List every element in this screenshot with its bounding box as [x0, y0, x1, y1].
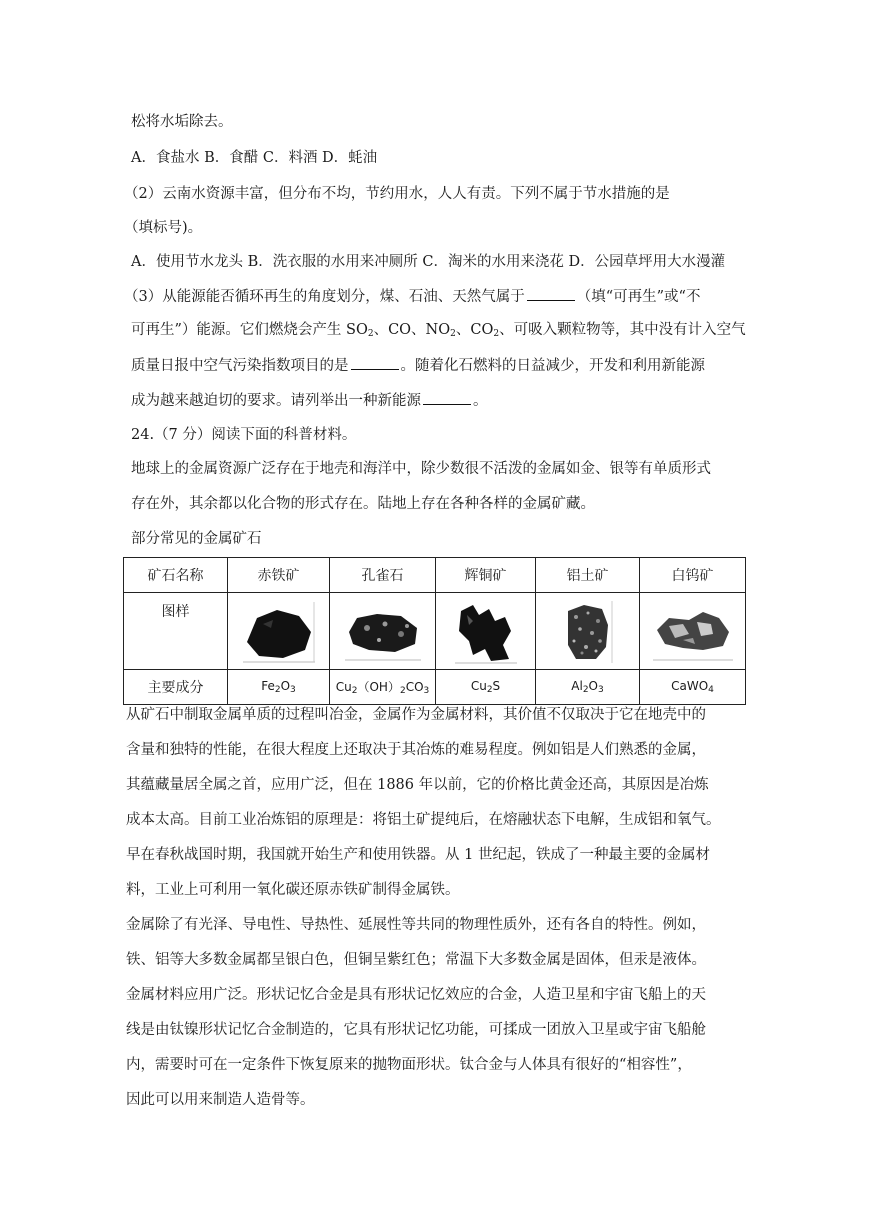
header-cell: 白钨矿 [640, 558, 746, 593]
formula-part: S [492, 679, 501, 693]
text-span: 、CO [455, 322, 494, 338]
subscript: 4 [708, 685, 714, 695]
chalcocite-image [455, 601, 517, 665]
formula-cell [330, 670, 436, 705]
answer-blank[interactable] [351, 355, 399, 370]
table-caption: 部分常见的金属矿石 [131, 531, 262, 547]
formula-part: O [280, 679, 291, 693]
table-composition-row [124, 670, 746, 705]
text-span: 质量日报中空气污染指数项目的是 [131, 358, 349, 374]
paragraph-line: 其蕴藏量居全属之首，应用广泛，但在 1886 年以前，它的价格比黄金还高，其原因是冶炼 [126, 777, 709, 793]
formula-cell [436, 670, 536, 705]
image-cell [330, 593, 436, 670]
text-line: 地球上的金属资源广泛存在于地壳和海洋中，除少数很不活泼的金属如金、银等有单质形式 [131, 461, 711, 477]
text-span: 、CO、NO [373, 322, 451, 338]
subscript: 2 [399, 686, 406, 696]
paragraph-line: 含量和独特的性能，在很大程度上还取决于其冶炼的难易程度。例如铝是人们熟悉的金属， [126, 742, 706, 758]
malachite-image [345, 604, 421, 662]
text-span: （填“可再生”或“不 [576, 289, 701, 305]
text-span: 。 [473, 393, 488, 409]
formula-part: Fe [261, 679, 275, 693]
header-cell: 孔雀石 [330, 558, 436, 593]
formula-cell [536, 670, 640, 705]
paragraph-line: 线是由钛镍形状记忆合金制造的，它具有形状记忆功能，可揉成一团放入卫星或宇宙飞船舱 [126, 1022, 706, 1038]
question-3 [124, 286, 700, 307]
text-span: 可再生”）能源。它们燃烧会产生 SO [131, 322, 368, 338]
subscript: 2 [450, 329, 456, 339]
subscript: 2 [493, 329, 500, 339]
formula-part: Cu [470, 679, 487, 693]
formula-part: CaWO [671, 679, 709, 693]
text-span: 。随着化石燃料的日益减少，开发和利用新能源 [400, 358, 705, 374]
formula-cell [640, 670, 746, 705]
paragraph-line: 料，工业上可利用一氧化碳还原赤铁矿制得金属铁。 [126, 882, 460, 898]
formula-cell [228, 670, 330, 705]
text-line: A．食盐水 B．食醋 C．料酒 D．蚝油 [131, 150, 378, 166]
paragraph-line: 从矿石中制取金属单质的过程叫冶金，金属作为金属材料，其价值不仅取决于它在地壳中的 [126, 707, 706, 723]
paragraph-line: 金属材料应用广泛。形状记忆合金是具有形状记忆效应的合金，人造卫星和宇宙飞船上的天 [126, 987, 706, 1003]
hematite-image [243, 602, 315, 664]
subscript: 2 [486, 685, 493, 695]
text-span: 成为越来越迫切的要求。请列举出一种新能源 [131, 393, 421, 409]
image-cell [228, 593, 330, 670]
header-cell: 矿石名称 [124, 558, 228, 593]
bauxite-image [562, 601, 614, 665]
header-cell: 赤铁矿 [228, 558, 330, 593]
text-line: 松将水垢除去。 [131, 114, 233, 130]
paragraph-line: 内，需要时可在一定条件下恢复原来的抛物面形状。钛合金与人体具有很好的“相容性”， [126, 1057, 692, 1073]
subscript: 2 [274, 685, 281, 695]
subscript: 2 [582, 685, 589, 695]
table-image-row [124, 593, 746, 670]
subscript: 3 [598, 685, 604, 695]
text-line [131, 390, 488, 411]
question-24: 24.（7 分）阅读下面的科普材料。 [131, 427, 357, 443]
row-label: 主要成分 [124, 670, 228, 705]
subscript: 3 [290, 685, 296, 695]
text-line: （填标号)。 [124, 220, 203, 236]
paragraph-line: 金属除了有光泽、导电性、导热性、延展性等共同的物理性质外，还有各自的特性。例如， [126, 917, 706, 933]
image-cell [536, 593, 640, 670]
header-cell: 铝土矿 [536, 558, 640, 593]
subscript: 2 [367, 329, 374, 339]
header-cell: 辉铜矿 [436, 558, 536, 593]
paragraph-line: 铁、铝等大多数金属都呈银白色，但铜呈紫红色；常温下大多数金属是固体，但汞是液体。 [126, 952, 706, 968]
formula-part: Al [571, 679, 583, 693]
question-2: （2）云南水资源丰富，但分布不均，节约用水，人人有责。下列不属于节水措施的是 [124, 186, 670, 202]
paragraph-line: 因此可以用来制造人造骨等。 [126, 1092, 315, 1108]
formula-part: （OH） [357, 680, 400, 694]
scheelite-image [653, 604, 733, 662]
answer-blank[interactable] [527, 286, 575, 301]
text-span: （3）从能源能否循环再生的角度划分，煤、石油、天然气属于 [124, 289, 525, 305]
text-line [131, 355, 705, 376]
subscript: 2 [351, 686, 358, 696]
subscript: 3 [423, 686, 430, 696]
answer-blank[interactable] [423, 390, 471, 405]
formula-part: O [588, 679, 598, 693]
row-label: 图样 [124, 593, 228, 670]
text-line: 存在外，其余都以化合物的形式存在。陆地上存在各种各样的金属矿藏。 [131, 496, 595, 512]
image-cell [640, 593, 746, 670]
paragraph-line: 早在春秋战国时期，我国就开始生产和使用铁器。从 1 世纪起，铁成了一种最主要的金属材 [126, 847, 710, 863]
text-line [131, 320, 746, 344]
formula-part: CO [405, 680, 424, 694]
table-header-row [124, 558, 746, 593]
ore-table [123, 557, 746, 705]
text-span: 、可吸入颗粒物等，其中没有计入空气 [499, 322, 746, 338]
image-cell [436, 593, 536, 670]
options-line: A．使用节水龙头 B．洗衣服的水用来冲厕所 C．淘米的水用来浇花 D．公园草坪用大水漫灌 [131, 254, 726, 270]
paragraph-line: 成本太高。目前工业冶炼铝的原理是：将铝土矿提纯后，在熔融状态下电解，生成铝和氧气。 [126, 812, 721, 828]
formula-part: Cu [335, 680, 352, 694]
